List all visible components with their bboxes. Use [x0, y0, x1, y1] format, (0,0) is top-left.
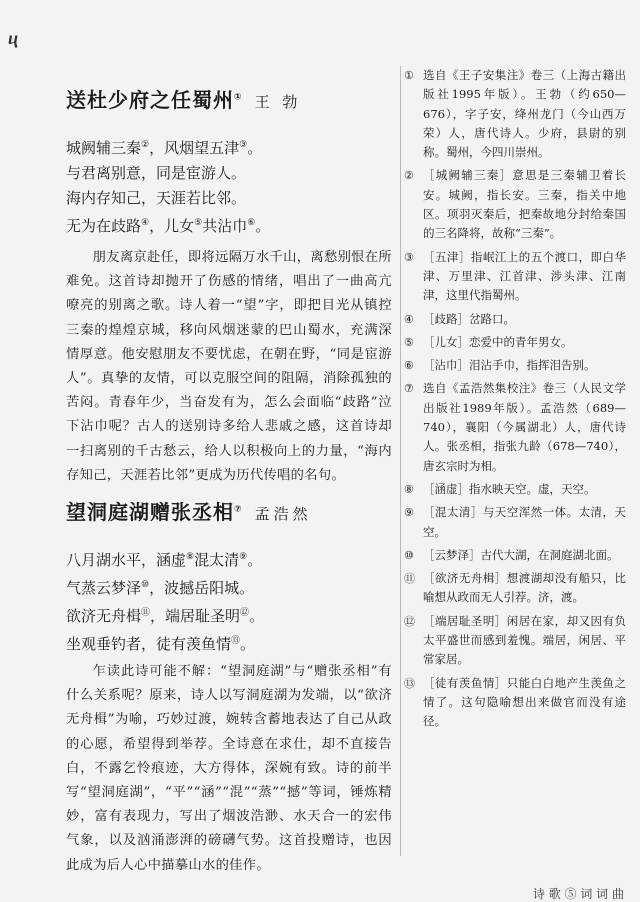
footnote: ③ ［五津］指岷江上的五个渡口，即白华津、万里津、江首津、涉头津、江南津，这里代指蜀州。 [404, 249, 626, 303]
footnote: ⑨ ［混太清］与天空浑然一体。太清，天空。 [404, 505, 626, 539]
note-ref[interactable]: ⑧ [186, 552, 195, 562]
poem-line: 城阙辅三秦②，风烟望五津③。 [66, 139, 263, 157]
footnote: ⑫ ［端居耻圣明］闲居在家，却又因有负太平盛世而感到羞愧。端居，闲居、平常家居。 [404, 613, 626, 667]
poem-line: 坐观垂钓者，徒有羡鱼情⑬。 [66, 635, 256, 653]
poem-2 [66, 496, 386, 657]
footnotes-column [404, 66, 626, 736]
footnote: ④ ［歧路］岔路口。 [404, 311, 515, 326]
poem-line: 与君离别意，同是宦游人。 [66, 164, 247, 182]
footnote: ⑪ ［欲济无舟楫］想渡湖却没有船只，比喻想从政而无人引荐。济，渡。 [404, 571, 626, 605]
footnote: ⑦ 选自《孟浩然集校注》卷三（人民文学出版社1989年版）。孟浩然（689—740），襄阳（今属湖北）人，唐代诗人。张丞相，指张九龄（678—740），唐玄宗时为相。 [404, 381, 626, 473]
poem-line: 无为在歧路④，儿女⑤共沾巾⑥。 [66, 217, 271, 235]
poem-2-title [66, 496, 386, 525]
poem-line: 气蒸云梦泽⑩，波撼岳阳城。 [66, 579, 255, 597]
page-corner-icon: ⴗ [8, 30, 19, 48]
footnote: ⑧ ［涵虚］指水映天空。虚，天空。 [404, 481, 596, 496]
note-ref[interactable]: ⑬ [231, 636, 241, 646]
notes-divider [400, 66, 401, 856]
note-ref[interactable]: ⑪ [141, 608, 151, 618]
note-ref[interactable]: ② [141, 140, 150, 150]
poem-1-title [66, 84, 386, 113]
poem-1 [66, 84, 386, 239]
footnote: ② ［城阙辅三秦］意思是三秦辅卫着长安。城阙，指长安。三秦，指关中地区。项羽灭秦后，把秦故地分封给秦国的三名降将，故称“三秦”。 [404, 168, 626, 241]
poem-2-lines [66, 545, 386, 657]
poem-1-author: 王 勃 [254, 93, 302, 111]
footnote: ⑬ ［徒有羡鱼情］只能白白地产生羡鱼之情了。这句隐喻想出来做官而没有途径。 [404, 675, 626, 729]
poem-2-title-text: 望洞庭湖赠张丞相 [66, 500, 234, 524]
poem-line: 欲济无舟楫⑪，端居耻圣明⑫。 [66, 607, 265, 625]
note-ref[interactable]: ⑦ [234, 504, 243, 515]
note-ref[interactable]: ⑫ [240, 608, 250, 618]
note-ref[interactable]: ⑤ [194, 218, 203, 228]
poem-1-lines [66, 133, 386, 239]
poem-1-title-text: 送杜少府之任蜀州 [66, 88, 234, 112]
note-ref[interactable]: ④ [141, 218, 150, 228]
running-footer: 诗 歌 ⑤ 词 词 曲 [532, 887, 624, 901]
poem-1-commentary: 朋友离京赴任，即将远隔万水千山，离愁别恨在所难免。这首诗却抛开了伤感的情绪，唱出了一曲高亢嘹亮的别离之歌。诗人着一“望”字，即把目光从镇控三秦的煌煌京城，移向风烟迷蒙的巴山蜀水，充满深情厚意。他安慰朋友不要忧虑，在朝在野，“同是宦游人”。真挚的友情，可以克服空间的阻隔，消除孤独的苦闷。青春年少，当奋发有为，怎么会面临“歧路”泣下沾巾呢？古人的送别诗多给人悲戚之感，这首诗却一扫离别的千古愁云，给人以积极向上的力量，“海内存知己，天涯若比邻”更成为历代传唱的名句。 [66, 250, 392, 483]
footnote: ⑤ ［儿女］恋爱中的青年男女。 [404, 334, 573, 349]
note-ref[interactable]: ③ [239, 140, 248, 150]
poem-line: 海内存知己，天涯若比邻。 [66, 189, 247, 207]
footnote: ⑩ ［云梦泽］古代大湖，在洞庭湖北面。 [404, 547, 619, 562]
note-ref[interactable]: ⑩ [141, 580, 150, 590]
poem-2-author: 孟浩然 [254, 505, 312, 523]
note-ref[interactable]: ⑨ [239, 552, 248, 562]
note-ref[interactable]: ① [234, 92, 243, 103]
poem-line: 八月湖水平，涵虚⑧混太清⑨。 [66, 551, 263, 569]
note-ref[interactable]: ⑥ [247, 218, 256, 228]
footnote: ⑥ ［沾巾］泪沾手巾，指挥泪告别。 [404, 358, 596, 373]
footnote: ① 选自《王子安集注》卷三（上海古籍出版社1995年版）。王勃（约650—676），字子安，绛州龙门（今山西万荣）人，唐代诗人。少府，县尉的别称。蜀州，今四川崇州。 [404, 68, 626, 160]
poem-2-commentary: 乍读此诗可能不解：“望洞庭湖”与“赠张丞相”有什么关系呢？原来，诗人以写洞庭湖为发端，以“欲济无舟楫”为喻，巧妙过渡，婉转含蓄地表达了自己从政的心愿，希望得到举荐。全诗意在求仕，却不直接告白，不露乞怜痕迹，大方得体，深婉有致。诗的前半写“望洞庭湖”，“平”“涵”“混”“蒸”“撼”等词，锤炼精妙，富有表现力，写出了烟波浩渺、水天合一的宏伟气象，以及汹涌澎湃的磅礴气势。这首投赠诗，也因此成为后人心中描摹山水的佳作。 [66, 664, 392, 873]
